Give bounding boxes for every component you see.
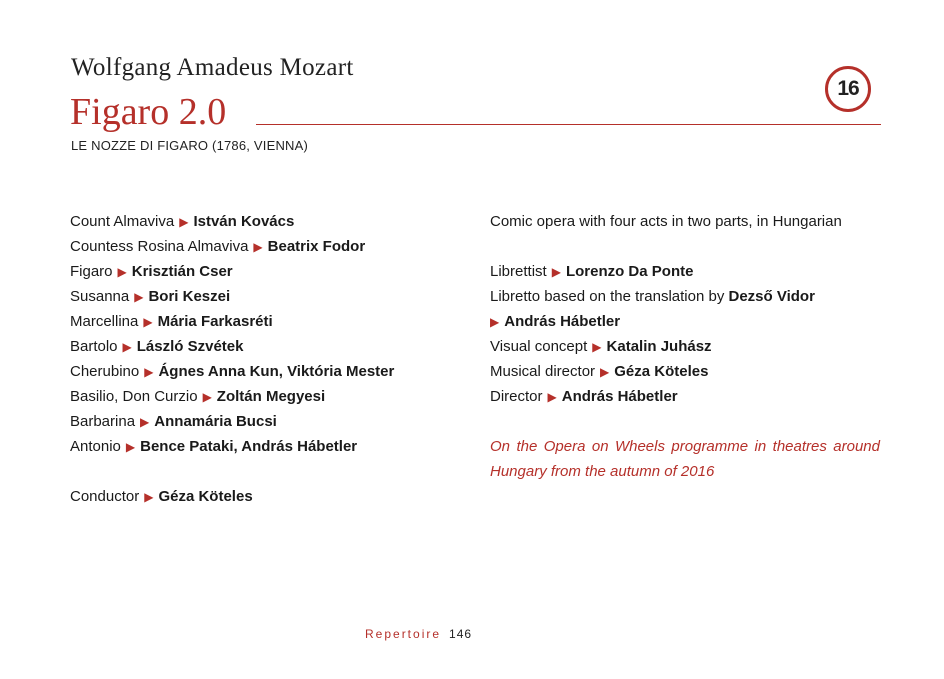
role-label: Count Almaviva <box>70 213 175 230</box>
cast-row <box>70 384 470 409</box>
role-label: Countess Rosina Almaviva <box>70 238 249 255</box>
role-label: Musical director <box>490 363 596 380</box>
cast-list <box>70 209 470 509</box>
right-triangle-icon: ▶ <box>202 390 212 404</box>
cast-row <box>70 434 470 459</box>
role-label: Susanna <box>70 288 130 305</box>
performer-name: László Szvétek <box>136 338 244 355</box>
right-triangle-icon: ▶ <box>134 290 144 304</box>
role-label: Barbarina <box>70 413 136 430</box>
cast-row <box>70 334 470 359</box>
opera-subtitle: LE NOZZE DI FIGARO (1786, VIENNA) <box>71 138 309 153</box>
performer-name: Bence Pataki, András Hábetler <box>140 438 358 455</box>
section-label: Repertoire <box>365 627 442 641</box>
role-label: Cherubino <box>70 363 140 380</box>
credit-row <box>490 284 880 309</box>
credit-row <box>490 334 880 359</box>
right-triangle-icon: ▶ <box>144 490 154 504</box>
cast-row <box>70 309 470 334</box>
cast-row <box>70 259 470 284</box>
performer-name: András Hábetler <box>504 313 621 330</box>
cast-row <box>70 359 470 384</box>
age-rating-badge: 16 <box>825 66 871 112</box>
performer-name: Ágnes Anna Kun, Viktória Mester <box>158 363 395 380</box>
role-label: Visual concept <box>490 338 588 355</box>
performer-name: Géza Köteles <box>614 363 709 380</box>
performer-name: Dezső Vidor <box>728 288 815 305</box>
performer-name: Krisztián Cser <box>131 263 233 280</box>
right-triangle-icon: ▶ <box>117 265 127 279</box>
right-triangle-icon: ▶ <box>490 315 500 329</box>
role-label: Antonio <box>70 438 121 455</box>
production-info <box>490 209 880 484</box>
right-triangle-icon: ▶ <box>143 315 153 329</box>
credit-row <box>490 384 880 409</box>
role-label: Basilio, Don Curzio <box>70 388 198 405</box>
page-number: 146 <box>449 627 473 641</box>
role-label: Figaro <box>70 263 113 280</box>
performer-name: Bori Keszei <box>148 288 231 305</box>
title-rule <box>256 124 881 125</box>
cast-row <box>70 234 470 259</box>
cast-row <box>70 284 470 309</box>
performer-name: Annamária Bucsi <box>154 413 277 430</box>
role-label: Libretto based on the translation by <box>490 288 725 305</box>
page-title: Figaro 2.0 <box>70 91 227 133</box>
role-label: Bartolo <box>70 338 118 355</box>
role-label: Director <box>490 388 543 405</box>
conductor-row <box>70 484 470 509</box>
performer-name: István Kovács <box>193 213 295 230</box>
right-triangle-icon: ▶ <box>600 365 610 379</box>
right-triangle-icon: ▶ <box>592 340 602 354</box>
credit-row <box>490 359 880 384</box>
right-triangle-icon: ▶ <box>144 365 154 379</box>
right-triangle-icon: ▶ <box>140 415 150 429</box>
role-label: Librettist <box>490 263 547 280</box>
right-triangle-icon: ▶ <box>122 340 132 354</box>
page-footer <box>365 627 472 641</box>
performer-name: Beatrix Fodor <box>267 238 366 255</box>
right-triangle-icon: ▶ <box>551 265 561 279</box>
performer-name: Lorenzo Da Ponte <box>565 263 694 280</box>
role-label: Marcellina <box>70 313 139 330</box>
cast-row <box>70 409 470 434</box>
credit-row <box>490 309 880 334</box>
right-triangle-icon: ▶ <box>253 240 263 254</box>
performer-name: Katalin Juhász <box>606 338 712 355</box>
cast-row <box>70 209 470 234</box>
composer-name: Wolfgang Amadeus Mozart <box>71 54 354 81</box>
right-triangle-icon: ▶ <box>179 215 189 229</box>
right-triangle-icon: ▶ <box>547 390 557 404</box>
right-triangle-icon: ▶ <box>125 440 136 454</box>
opera-description: Comic opera with four acts in two parts, in Hungarian <box>490 213 842 230</box>
credit-row <box>490 259 880 284</box>
role-label: Conductor <box>70 488 140 505</box>
performer-name: Mária Farkasréti <box>157 313 273 330</box>
performer-name: Géza Köteles <box>158 488 253 505</box>
performer-name: András Hábetler <box>561 388 678 405</box>
tour-note: On the Opera on Wheels programme in theatres around Hungary from the autumn of 2016 <box>490 438 880 480</box>
performer-name: Zoltán Megyesi <box>216 388 326 405</box>
